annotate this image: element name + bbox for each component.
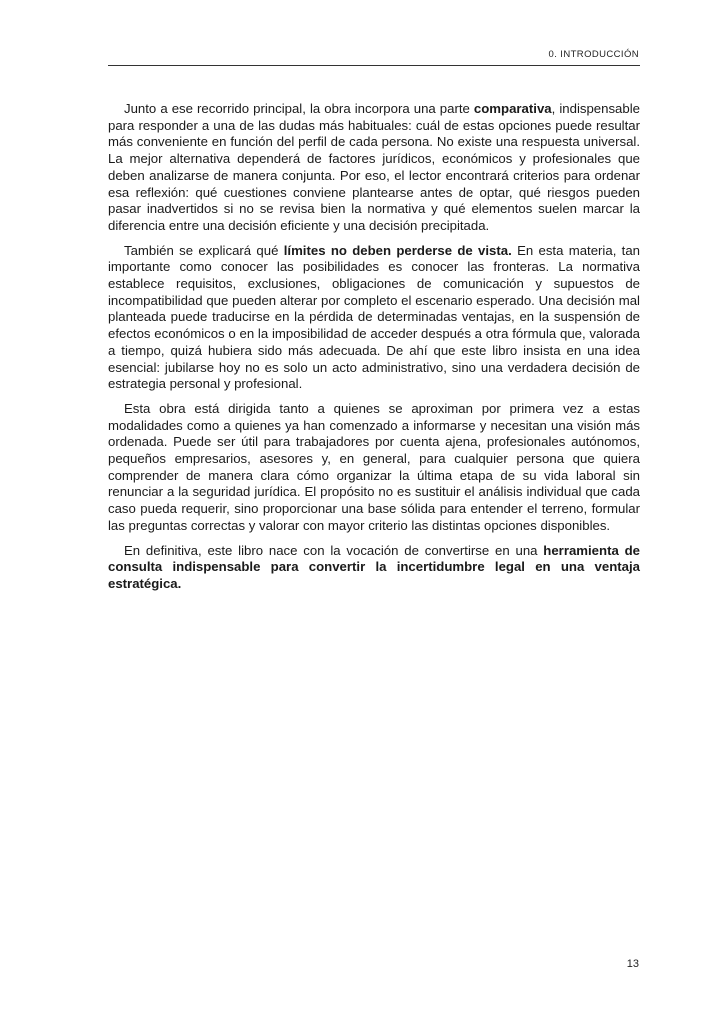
bold-text-run: comparativa xyxy=(473,101,552,116)
bold-text-run: límites no deben perderse de vista. xyxy=(283,242,512,258)
text-run: , indispensable para responder a una de las dudas más habituales: cuál de estas opciones puede resultar más conveniente en función del perfil de cada persona. No existe una respuesta universal. La mejor alternativa dependerá de factores jurídicos, económicos y profesionales que deben analizarse de manera conjunta. Por eso, el lector encontrará criterios para ordenar esa reflexión: qué cuestiones conviene plantearse antes de optar, qué riesgos pueden pasar inadvertidos si no se revisa bien la normativa y qué elementos suelen marcar la diferencia entre una decisión eficiente y una decisión precipitada. xyxy=(108,101,640,233)
text-run: En esta materia, tan importante como conocer las posibilidades es conocer las fronteras. La normativa establece requisitos, exclusiones, obligaciones de comunicación y supuestos de incompatibilidad que pueden alterar por completo el escenario esperado. Una decisión mal planteada puede traducirse en la pérdida de determinadas ventajas, en la suspensión de efectos económicos o en la imposibilidad de acceder después a otra fórmula que, valorada a tiempo, quizá hubiera sido más adecuada. De ahí que este libro insista en una idea esencial: jubilarse hoy no es solo un acto administrativo, sino una verdadera decisión de estrategia personal y profesional. xyxy=(108,242,640,392)
page-number: 13 xyxy=(626,958,639,970)
paragraph xyxy=(108,401,640,535)
paragraph xyxy=(108,101,640,235)
text-run: Esta obra está dirigida tanto a quienes se aproximan por primera vez a estas modalidades como a quienes ya han comenzado a informarse y necesitan una visión más ordenada. Puede ser útil para trabajadores por cuenta ajena, profesionales autónomos, pequeños empresarios, asesores y, en general, para cualquier persona que quiera comprender de manera clara cómo organizar la última etapa de su vida laboral sin renunciar a la seguridad jurídica. El propósito no es sustituir el análisis individual que cada caso pueda requerir, sino proporcionar una base sólida para entender el terreno, formular las preguntas correctas y valorar con mayor criterio las distintas opciones disponibles. xyxy=(108,400,640,533)
running-head-section: 0. INTRODUCCIÓN xyxy=(548,49,639,60)
text-run: También se explicará qué xyxy=(124,242,284,258)
body-text xyxy=(108,101,640,601)
header-rule xyxy=(108,65,640,66)
text-run: Junto a ese recorrido principal, la obra incorpora una parte xyxy=(124,101,474,116)
paragraph xyxy=(108,543,640,593)
paragraph xyxy=(108,243,640,393)
bold-text-run: herramienta de consulta indispensable para convertir la incertidumbre legal en una ventaja estratégica. xyxy=(108,542,640,591)
text-run: En definitiva, este libro nace con la vocación de convertirse en una xyxy=(124,542,544,558)
